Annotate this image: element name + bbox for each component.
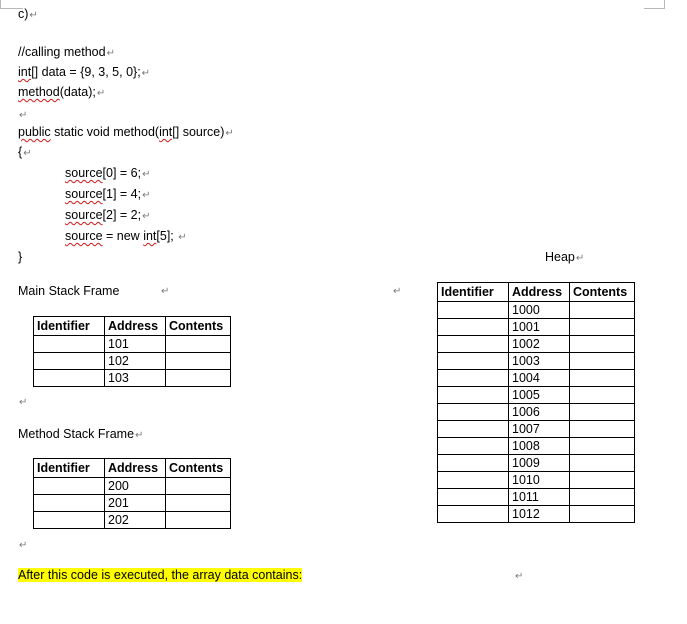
address-cell: 1003: [509, 353, 570, 370]
contents-cell[interactable]: [570, 455, 635, 472]
identifier-header: Identifier: [34, 317, 105, 336]
table-row: [438, 472, 635, 489]
identifier-cell[interactable]: [438, 370, 509, 387]
table-row: [438, 506, 635, 523]
table-row: [438, 438, 635, 455]
address-cell: 1012: [509, 506, 570, 523]
table-row: [34, 336, 231, 353]
address-cell: 1002: [509, 336, 570, 353]
address-cell: 1007: [509, 421, 570, 438]
table-row: [438, 302, 635, 319]
code-body-line-0: source[0] = 6;↵: [65, 166, 151, 180]
address-header: Address: [105, 459, 166, 478]
contents-cell[interactable]: [570, 438, 635, 455]
empty-paragraph: ↵: [19, 110, 28, 121]
identifier-cell[interactable]: [438, 489, 509, 506]
main-stack-table: [33, 316, 231, 387]
address-cell: 1009: [509, 455, 570, 472]
code-call-line: method(data);↵: [18, 85, 106, 99]
address-cell: 202: [105, 512, 166, 529]
code-open-brace: {↵: [18, 145, 32, 159]
contents-cell[interactable]: [166, 495, 231, 512]
paragraph-mark: ↵: [515, 571, 524, 582]
contents-cell[interactable]: [570, 370, 635, 387]
empty-paragraph: ↵: [19, 397, 28, 408]
identifier-cell[interactable]: [438, 404, 509, 421]
contents-cell[interactable]: [166, 512, 231, 529]
contents-cell[interactable]: [570, 387, 635, 404]
contents-cell[interactable]: [570, 472, 635, 489]
table-header-row: [34, 459, 231, 478]
code-signature-line: public static void method(int[] source)↵: [18, 125, 234, 139]
table-row: [34, 495, 231, 512]
table-row: [34, 370, 231, 387]
part-label: c)↵: [18, 7, 38, 21]
table-row: [438, 455, 635, 472]
identifier-cell[interactable]: [34, 478, 105, 495]
address-cell: 201: [105, 495, 166, 512]
address-cell: 200: [105, 478, 166, 495]
identifier-cell[interactable]: [438, 455, 509, 472]
contents-cell[interactable]: [570, 336, 635, 353]
table-row: [438, 387, 635, 404]
question-text: After this code is executed, the array data contains:: [18, 568, 303, 582]
code-body-line-1: source[1] = 4;↵: [65, 187, 151, 201]
contents-cell[interactable]: [570, 404, 635, 421]
code-declaration-line: int[] data = {9, 3, 5, 0};↵: [18, 65, 151, 79]
contents-cell[interactable]: [570, 421, 635, 438]
identifier-cell[interactable]: [438, 438, 509, 455]
code-close-brace: }: [18, 250, 23, 264]
contents-header: Contents: [166, 459, 231, 478]
address-cell: 1005: [509, 387, 570, 404]
identifier-header: Identifier: [34, 459, 105, 478]
contents-cell[interactable]: [166, 353, 231, 370]
main-stack-frame-title: Main Stack Frame: [18, 284, 120, 298]
address-cell: 1006: [509, 404, 570, 421]
address-cell: 101: [105, 336, 166, 353]
contents-cell[interactable]: [570, 302, 635, 319]
identifier-cell[interactable]: [34, 353, 105, 370]
table-row: [34, 512, 231, 529]
table-row: [34, 353, 231, 370]
heap-title: Heap↵: [545, 250, 585, 264]
empty-paragraph: ↵: [19, 540, 28, 551]
table-header-row: [34, 317, 231, 336]
contents-header: Contents: [570, 283, 635, 302]
identifier-cell[interactable]: [438, 336, 509, 353]
code-body-line-2: source[2] = 2;↵: [65, 208, 151, 222]
identifier-cell[interactable]: [438, 302, 509, 319]
heap-table: [437, 282, 635, 523]
table-row: [438, 489, 635, 506]
table-row: [438, 336, 635, 353]
address-cell: 1010: [509, 472, 570, 489]
address-header: Address: [105, 317, 166, 336]
table-row: [438, 404, 635, 421]
contents-cell[interactable]: [570, 319, 635, 336]
contents-cell[interactable]: [570, 489, 635, 506]
identifier-cell[interactable]: [438, 421, 509, 438]
table-row: [438, 370, 635, 387]
table-row: [438, 421, 635, 438]
identifier-header: Identifier: [438, 283, 509, 302]
identifier-cell[interactable]: [438, 353, 509, 370]
identifier-cell[interactable]: [34, 370, 105, 387]
identifier-cell[interactable]: [34, 512, 105, 529]
paragraph-mark: ↵: [161, 286, 170, 297]
contents-cell[interactable]: [570, 506, 635, 523]
code-comment-line: //calling method↵: [18, 45, 115, 59]
identifier-cell[interactable]: [438, 387, 509, 404]
address-cell: 1008: [509, 438, 570, 455]
identifier-cell[interactable]: [438, 319, 509, 336]
contents-cell[interactable]: [166, 370, 231, 387]
contents-header: Contents: [166, 317, 231, 336]
address-cell: 1000: [509, 302, 570, 319]
method-stack-frame-title: Method Stack Frame↵: [18, 427, 144, 441]
table-row: [34, 478, 231, 495]
code-body-line-3: source = new int[5]; ↵: [65, 229, 187, 243]
identifier-cell[interactable]: [438, 506, 509, 523]
paragraph-mark: ↵: [393, 286, 402, 297]
identifier-cell[interactable]: [438, 472, 509, 489]
contents-cell[interactable]: [166, 478, 231, 495]
page-corner-mark-right: [644, 0, 665, 9]
method-stack-table: [33, 458, 231, 529]
contents-cell[interactable]: [166, 336, 231, 353]
table-header-row: [438, 283, 635, 302]
address-cell: 1011: [509, 489, 570, 506]
address-cell: 103: [105, 370, 166, 387]
table-row: [438, 319, 635, 336]
address-cell: 1001: [509, 319, 570, 336]
contents-cell[interactable]: [570, 353, 635, 370]
identifier-cell[interactable]: [34, 336, 105, 353]
address-cell: 1004: [509, 370, 570, 387]
table-row: [438, 353, 635, 370]
address-cell: 102: [105, 353, 166, 370]
address-header: Address: [509, 283, 570, 302]
identifier-cell[interactable]: [34, 495, 105, 512]
